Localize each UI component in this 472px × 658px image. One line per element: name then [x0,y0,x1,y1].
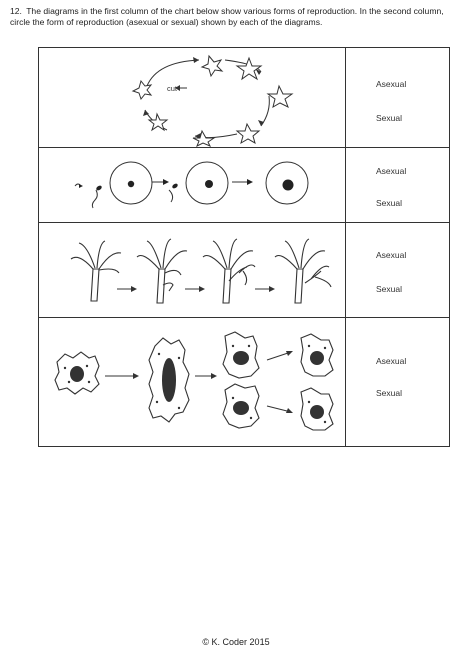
sexual-option[interactable]: Sexual [376,113,402,123]
starfish [149,114,167,130]
binary-fission-diagram [39,318,346,447]
hydra-stage [275,239,331,303]
nucleus [233,351,249,365]
fertilization-diagram [39,148,346,223]
egg-nucleus [128,181,134,187]
starfish [193,131,214,146]
starfish-cycle-illustration [39,48,345,147]
starfish [237,58,261,79]
asexual-option[interactable]: Asexual [376,250,407,260]
amoeba-fission-illustration [39,318,345,446]
egg-nucleus [205,180,213,188]
sexual-option[interactable]: Sexual [376,284,402,294]
question-body: The diagrams in the first column of the chart below show various forms of reproduction. In the second column, circle the form of reproduction (asexual or sexual) shown by each of the diagrams. [10,6,444,27]
answer-options-3 [346,223,450,318]
chart-row-starfish [39,48,450,148]
question-text [10,6,458,28]
reproduction-chart [38,47,450,447]
asexual-option[interactable]: Asexual [376,166,407,176]
answer-options-1 [346,48,450,148]
sperm-head [171,183,178,190]
chart-row-fission [39,318,450,447]
sexual-option[interactable]: Sexual [376,198,402,208]
asexual-option[interactable]: Asexual [376,79,407,89]
copyright-footer: © K. Coder 2015 [202,637,270,647]
budding-diagram [39,223,346,318]
nucleus [233,401,249,415]
fertilization-illustration [39,148,345,222]
asexual-option[interactable]: Asexual [376,356,407,366]
answer-options-4 [346,318,450,447]
starfish-regeneration-diagram [39,48,346,148]
hydra-stage [71,241,121,301]
answer-options-2 [346,148,450,223]
chart-row-budding [39,223,450,318]
cycle-arrow [147,60,199,86]
sperm-tail [92,190,97,208]
chart-row-fertilization [39,148,450,223]
hydra-stage [203,239,255,303]
starfish [202,56,222,76]
zygote-nucleus [283,180,294,191]
sperm-tail [169,190,173,202]
dividing-nucleus [162,358,176,402]
cut-label: cut [167,84,178,93]
nucleus [310,405,324,419]
starfish [268,86,292,107]
hydra-stage [137,239,187,303]
sexual-option[interactable]: Sexual [376,388,402,398]
question-number: 12. [10,6,22,16]
nucleus [70,366,84,382]
starfish [237,124,259,143]
nucleus [310,351,324,365]
hydra-budding-illustration [39,223,345,317]
